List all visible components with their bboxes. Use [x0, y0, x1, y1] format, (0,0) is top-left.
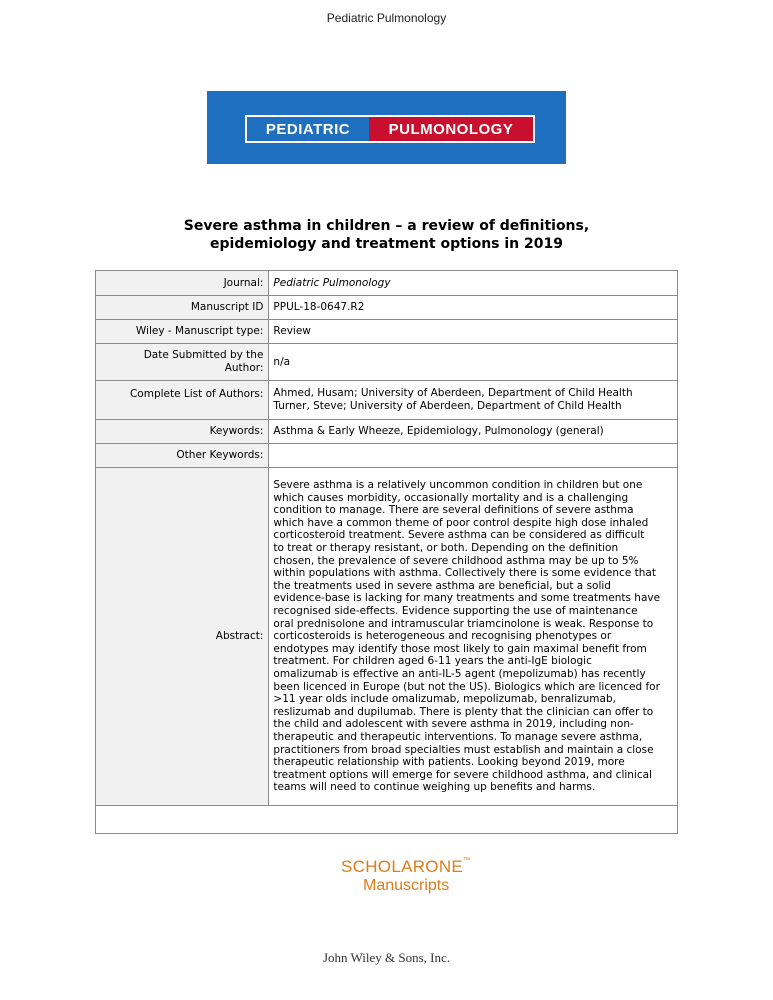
table-row-keywords [96, 420, 678, 444]
journal-label: Journal: [96, 271, 269, 296]
abstract-line: which have a common theme of poor control despite high dose inhaled [273, 516, 649, 529]
abstract-line: chosen, the prevalence of severe childhood asthma may be up to 5% [273, 554, 639, 567]
other-keywords-label: Other Keywords: [96, 444, 269, 468]
table-row-empty [96, 806, 678, 834]
abstract-line: therapeutic and therapeutic interventions. To manage severe asthma, [273, 730, 643, 743]
abstract-line: reslizumab and dupilumab. There is plenty that the clinician can offer to [273, 705, 654, 718]
date-label-line-1: Date Submitted by the [143, 349, 264, 362]
table-row-journal [96, 271, 678, 296]
abstract-line: practitioners from broad specialties must establish and maintain a close [273, 743, 654, 756]
authors-label: Complete List of Authors: [96, 381, 269, 420]
keywords-label: Keywords: [96, 420, 269, 444]
scholarone-logo [341, 857, 470, 895]
table-row-other-keywords [96, 444, 678, 468]
keywords-value: Asthma & Early Wheeze, Epidemiology, Pulmonology (general) [269, 420, 678, 444]
journal-logo [245, 115, 535, 143]
abstract-line: condition to manage. There are several definitions of severe asthma [273, 504, 634, 517]
abstract-line: treatment. For children aged 6-11 years the anti-IgE biologic [273, 655, 592, 668]
abstract-label: Abstract: [96, 468, 269, 806]
brand-scholar: SCHOLAR [341, 857, 426, 876]
abstract-line: within populations with asthma. Collectively there is some evidence that [273, 567, 656, 580]
table-row-date-submitted [96, 344, 678, 381]
abstract-line: evidence-base is lacking for many treatments and some treatments have [273, 592, 661, 605]
other-keywords-value [269, 444, 678, 468]
title-line-1: Severe asthma in children – a review of definitions, [183, 218, 590, 234]
abstract-line: endotypes may identify those most likely to gain maximal benefit from [273, 642, 647, 655]
logo-text-pediatric: PEDIATRIC [247, 117, 369, 141]
abstract-line: teams will need to continue weighing up benefits and harms. [273, 781, 596, 794]
date-submitted-value: n/a [269, 344, 678, 381]
table-row-abstract [96, 468, 678, 806]
table-row-authors [96, 381, 678, 420]
trademark-mark: ™ [463, 857, 471, 864]
table-row-manuscript-type [96, 320, 678, 344]
abstract-line: Severe asthma is a relatively uncommon condition in children but one [273, 479, 643, 492]
manuscript-type-value: Review [269, 320, 678, 344]
logo-text-pulmonology: PULMONOLOGY [369, 117, 533, 141]
abstract-line: corticosteroids is heterogeneous and recognising phenotypes or [273, 630, 612, 643]
title-line-2: epidemiology and treatment options in 2019 [210, 236, 563, 252]
brand-one: ONE [425, 857, 464, 876]
abstract-line: recognised side-effects. Evidence supporting the use of maintenance [273, 605, 638, 618]
author-entry: Turner, Steve; University of Aberdeen, Department of Child Health [273, 400, 622, 412]
authors-value [269, 381, 678, 420]
manuscript-id-value: PPUL-18-0647.R2 [269, 296, 678, 320]
document-title [0, 217, 773, 253]
author-entry: Ahmed, Husam; University of Aberdeen, Department of Child Health [273, 387, 633, 400]
abstract-line: been licenced in Europe (but not the US). Biologics which are licenced for [273, 680, 660, 693]
abstract-line: treatment options will emerge for severe childhood asthma, and clinical [273, 768, 652, 781]
abstract-line: oral prednisolone and intramuscular triamcinolone is weak. Response to [273, 617, 654, 630]
abstract-line: corticosteroid treatment. Severe asthma can be considered as difficult [273, 529, 645, 542]
abstract-line: which causes morbidity, occasionally mortality and is a challenging [273, 491, 629, 504]
abstract-line: omalizumab is effective an anti-IL-5 agent (mepolizumab) has recently [273, 667, 646, 680]
running-header: Pediatric Pulmonology [326, 11, 447, 25]
journal-logo-banner [207, 91, 566, 164]
date-submitted-label [96, 344, 269, 381]
abstract-line: the child and adolescent with severe asthma in 2019, including non- [273, 718, 634, 731]
journal-value: Pediatric Pulmonology [269, 271, 678, 296]
scholarone-manuscripts: Manuscripts [363, 877, 450, 894]
table-row-manuscript-id [96, 296, 678, 320]
abstract-line: the treatments used in severe asthma are beneficial, but a solid [273, 579, 611, 592]
abstract-line: >11 year olds include omalizumab, mepolizumab, benralizumab, [273, 693, 616, 706]
manuscript-metadata-table [95, 270, 678, 834]
empty-cell [96, 806, 678, 834]
manuscript-id-label: Manuscript ID [96, 296, 269, 320]
date-label-line-2: Author: [224, 362, 264, 374]
abstract-line: therapeutic relationship with patients. Looking beyond 2019, more [273, 756, 625, 769]
abstract-text [269, 468, 678, 806]
manuscript-type-label: Wiley - Manuscript type: [96, 320, 269, 344]
publisher-name: John Wiley & Sons, Inc. [322, 950, 451, 965]
scholarone-brand [341, 857, 470, 877]
abstract-line: to treat or therapy resistant, or both. Depending on the definition [273, 542, 619, 555]
